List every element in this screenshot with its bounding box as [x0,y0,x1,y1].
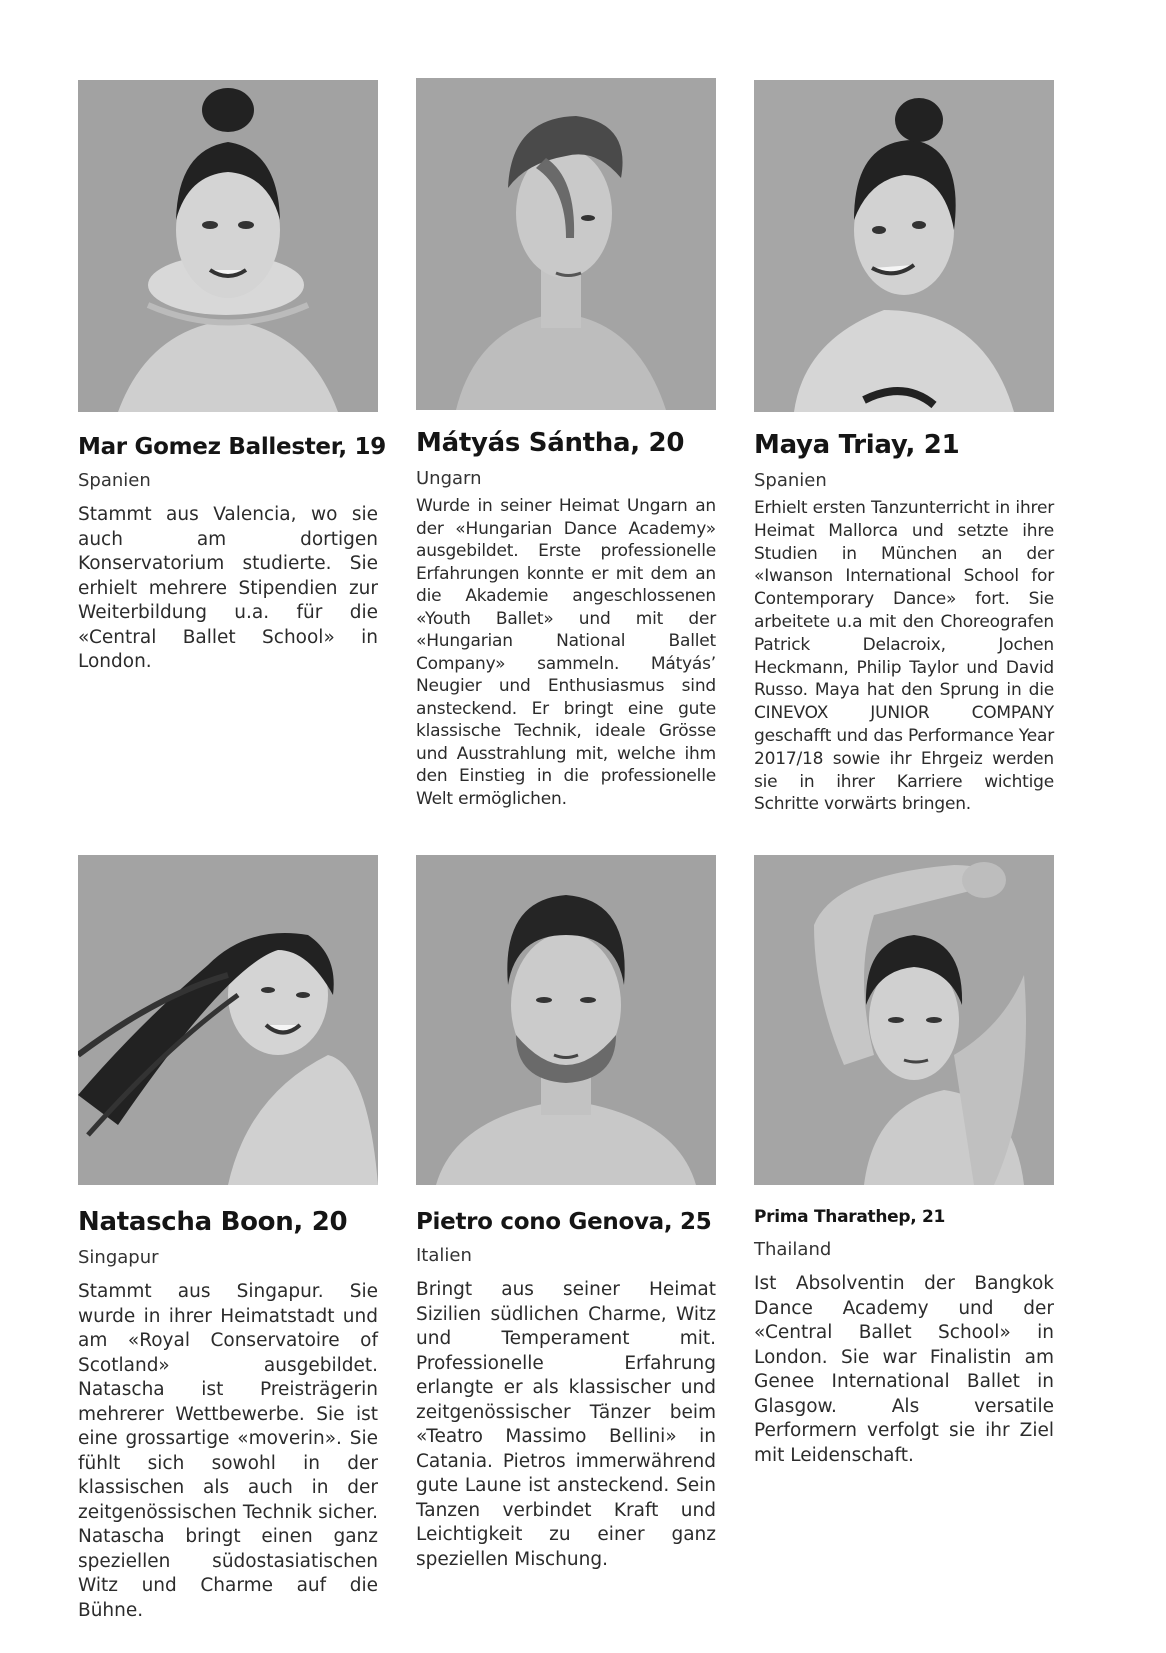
dancer-name: Mar Gomez Ballester, 19 [78,434,386,460]
dancer-name: Pietro cono Genova, 25 [416,1209,712,1235]
dancer-country: Ungarn [416,468,482,489]
dancer-bio: Wurde in seiner Heimat Ungarn an der «Hungarian Dance Academy» ausgebildet. Erste professionelle Erfahrungen konnte er mit dem an die Akademie angeschlossenen «Youth Ballet» und mit der «Hungarian National Ballet Company» sammeln. Mátyás’ Neugier und Enthusiasmus sind ansteckend. Er bringt eine gute klassische Technik, ideale Grösse und Ausstrahlung mit, welche ihm den Einstieg in die professionelle Welt ermöglichen. [416,496,716,809]
dancer-name: Natascha Boon, 20 [78,1207,348,1237]
dancer-photo [78,80,378,412]
dancer-name: Prima Tharathep, 21 [754,1207,946,1227]
dancer-card-matyas-santha [416,78,716,810]
dancer-photo [416,855,716,1185]
dancer-card-mar-gomez [78,80,386,675]
dancer-bio: Bringt aus seiner Heimat Sizilien südlichen Charme, Witz und Temperament mit. Professionelle Erfahrung erlangte er als klassischer und zeitgenössischer Tänzer beim «Teatro Massimo Bellini» in Catania. Pietros immerwährend gute Laune ist ansteckend. Sein Tanzen verbindet Kraft und Leichtigkeit zu einer ganz speziellen Mischung. [416,1279,716,1570]
dancer-card-natascha-boon [78,855,378,1623]
dancer-bio: Erhielt ersten Tanzunterricht in ihrer Heimat Mallorca und setzte ihre Studien in München an der «Iwanson International School for Contemporary Dance» fort. Sie arbeitete u.a mit den Choreografen Patrick Delacroix, Jochen Heckmann, Philip Taylor und David Russo. Maya hat den Sprung in die CINEVOX JUNIOR COMPANY geschafft und das Performance Year 2017/18 sowie ihr Ehrgeiz werden sie in ihrer Karriere wichtige Schritte vorwärts bringen. [754,498,1054,815]
dancer-country: Thailand [754,1239,832,1260]
dancer-card-pietro-genova [416,855,716,1572]
dancer-name: Mátyás Sántha, 20 [416,428,685,458]
dancer-country: Singapur [78,1247,159,1268]
dancer-country: Spanien [754,470,827,491]
dancer-photo [754,855,1054,1185]
dancer-bio: Ist Absolventin der Bangkok Dance Academy und der «Central Ballet School» in London. Sie war Finalistin am Genee International Ballet in Glasgow. Als versatile Performern verfolgt sie ihr Ziel mit Leidenschaft. [754,1273,1054,1466]
dancer-country: Italien [416,1245,472,1266]
dancer-photo [78,855,378,1185]
dancer-photo [754,80,1054,412]
dancer-name: Maya Triay, 21 [754,430,960,460]
dancer-card-maya-triay [754,80,1054,816]
dancer-bio: Stammt aus Singapur. Sie wurde in ihrer Heimatstadt und am «Royal Conservatoire of Scotland» ausgebildet. Natascha ist Preisträgerin mehrerer Wettbewerbe. Sie ist eine grossartige «moverin». Sie fühlt sich sowohl in der klassischen als auch in der zeitgenössischen Technik sicher. Natascha bringt einen ganz speziellen südostasiatischen Witz und Charme auf die Bühne. [78,1281,378,1621]
dancer-photo [416,78,716,410]
dancer-card-prima-tharathep [754,855,1054,1468]
dancer-bio: Stammt aus Valencia, wo sie auch am dortigen Konservatorium studierte. Sie erhielt mehrere Stipendien zur Weiterbildung u.a. für die «Central Ballet School» in London. [78,504,378,672]
dancer-country: Spanien [78,470,151,491]
